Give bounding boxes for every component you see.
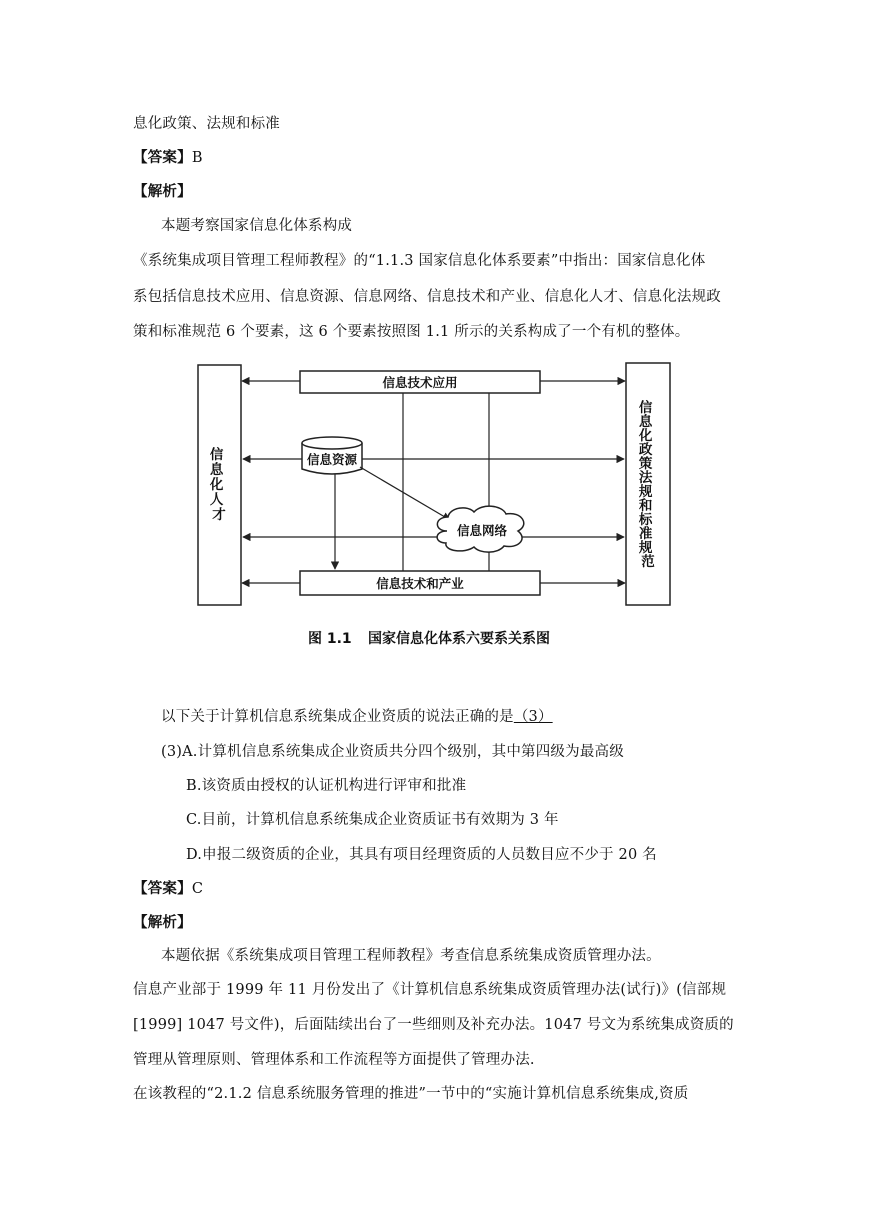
analysis-label: 【解析】 bbox=[133, 184, 192, 200]
paragraph-line: 信息产业部于 1999 年 11 月份发出了《计算机信息系统集成资质管理办法(试行)》(信部规 bbox=[133, 982, 727, 998]
paragraph-line: 在该教程的“2.1.2 信息系统服务管理的推进”一节中的“实施计算机信息系统集成,资质 bbox=[133, 1086, 689, 1102]
answer-value: C bbox=[191, 881, 204, 897]
answer-line bbox=[133, 146, 203, 167]
answer-line bbox=[133, 877, 203, 898]
option-a: (3)A.计算机信息系统集成企业资质共分四个级别，其中第四级为最高级 bbox=[161, 744, 624, 760]
question-stem-text: 以下关于计算机信息系统集成企业资质的说法正确的是 bbox=[161, 709, 514, 725]
option-c: C.目前，计算机信息系统集成企业资质证书有效期为 3 年 bbox=[186, 812, 559, 828]
talent-label: 信 息 化 人 才 bbox=[209, 447, 226, 523]
answer-label: 【答案】 bbox=[133, 881, 192, 897]
paragraph-line: [1999] 1047 号文件)，后面陆续出台了一些细则及补充办法。1047 号文为系统集成资质的 bbox=[133, 1017, 734, 1033]
paragraph-line: 《系统集成项目管理工程师教程》的“1.1.3 国家信息化体系要素”中指出：国家信息化体 bbox=[133, 253, 706, 269]
paragraph-line: 管理从管理原则、管理体系和工作流程等方面提供了管理办法. bbox=[133, 1052, 535, 1068]
paragraph-line: 策和标准规范 6 个要素，这 6 个要素按照图 1.1 所示的关系构成了一个有机的整体。 bbox=[133, 324, 690, 340]
question-stem bbox=[161, 705, 553, 726]
policy-label: 信 息 化 政 策 法 规 和 标 准 规 范 bbox=[638, 400, 655, 570]
info-network-label: 信息网络 bbox=[456, 523, 508, 538]
question-blank: （3） bbox=[513, 709, 553, 725]
analysis-label: 【解析】 bbox=[133, 915, 192, 931]
info-resource-label: 信息资源 bbox=[306, 452, 358, 467]
text-line: 息化政策、法规和标准 bbox=[133, 116, 280, 132]
system-relationship-diagram bbox=[192, 357, 682, 657]
tech-application-label: 信息技术应用 bbox=[382, 375, 458, 390]
paragraph-line: 本题考察国家信息化体系构成 bbox=[161, 218, 353, 234]
paragraph-line: 本题依据《系统集成项目管理工程师教程》考查信息系统集成资质管理办法。 bbox=[161, 948, 661, 964]
option-b: B.该资质由授权的认证机构进行评审和批准 bbox=[186, 778, 467, 794]
answer-label: 【答案】 bbox=[133, 150, 192, 166]
figure-number: 图 1.1 bbox=[308, 631, 352, 647]
paragraph-line: 系包括信息技术应用、信息资源、信息网络、信息技术和产业、信息化人才、信息化法规政 bbox=[133, 289, 721, 305]
option-d: D.申报二级资质的企业，其具有项目经理资质的人员数目应不少于 20 名 bbox=[186, 847, 657, 863]
answer-value: B bbox=[191, 150, 203, 166]
figure-caption: 国家信息化体系六要系关系图 bbox=[368, 631, 550, 647]
tech-industry-label: 信息技术和产业 bbox=[376, 576, 464, 591]
